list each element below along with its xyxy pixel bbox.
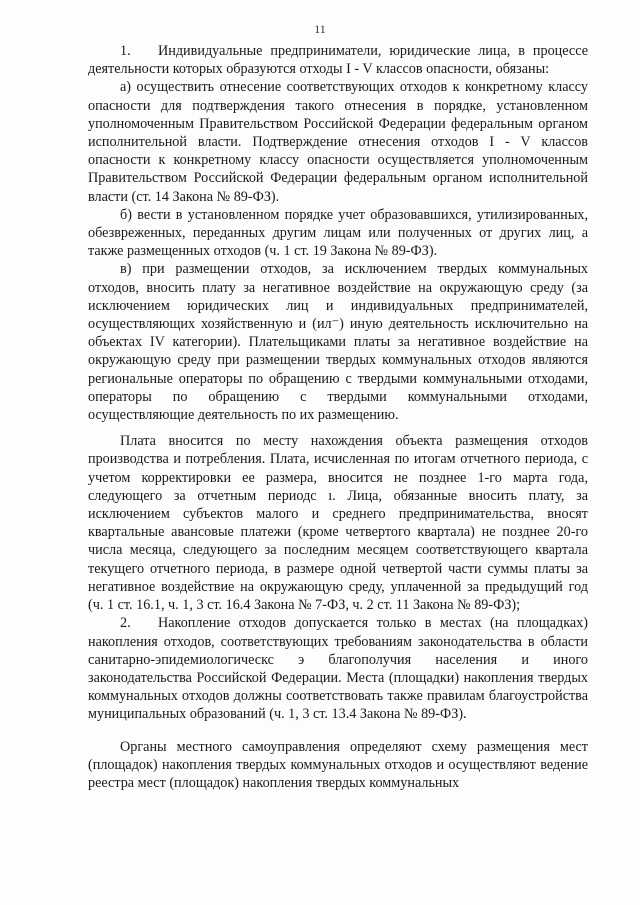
- paragraph-number: 2.: [120, 615, 131, 632]
- paragraph-local-authorities: [88, 738, 588, 793]
- paragraph-1: [88, 42, 588, 78]
- paragraph-text: Органы местного самоуправления определяют схему размещения мест (площадок) накопления твердых коммунальных отходов и осуществляют ведение реестра мест (площадок) накопления твердых коммунальных: [88, 738, 588, 791]
- paragraph-1c: [88, 260, 588, 424]
- paragraph-text: Индивидуальные предприниматели, юридические лица, в процессе деятельности которых образуются отходы I - V классов опасности, обязаны:: [88, 43, 588, 78]
- paragraph-text: а) осуществить отнесение соответствующих отходов к конкретному классу опасности для подтверждения такого отнесения в порядке, установленном уполномоченным Правительством Российской Федерации федеральным органом исполнительной власти. Подтверждение отнесения отходов I - V классов опасности к конкретному классу опасности осуществляется уполномоченным Правительством Российской Федерации федеральным органом исполнительной власти (ст. 14 Закона № 89-ФЗ).: [88, 79, 588, 205]
- page-number: 11: [314, 22, 326, 36]
- paragraph-1a: [88, 78, 588, 205]
- paragraph-1b: [88, 206, 588, 261]
- paragraph-2: [88, 614, 588, 723]
- document-body: [88, 42, 588, 792]
- paragraph-text: б) вести в установленном порядке учет образовавшихся, утилизированных, обезвреженных, переданных другим лицам или полученных от других лиц, а также размещенных отходов (ч. 1 ст. 19 Закона № 89-ФЗ).: [88, 206, 588, 260]
- paragraph-number: 1.: [120, 43, 131, 59]
- paragraph-text: Плата вносится по месту нахождения объекта размещения отходов производства и потребления. Плата, исчисленная по итогам отчетного периода, с учетом корректировки ее размера, вносится не позднее 1-го марта года, следующего за отчетным периодс ı. Лица, обязанные вносить плату, за исключением субъектов малого и среднего предпринимательства, вносят квартальные авансовые платежи (кроме четвертого квартала) не позднее 20-го числа месяца, следующего за последним месяцем соответствующего квартала текущего отчетного периода, в размере одной четвертой части суммы платы за негативное воздействие на окружающую среду, уплаченной за предыдущий год (ч. 1 ст. 16.1, ч. 1, 3 ст. 16.4 Закона № 7-ФЗ, ч. 2 ст. 11 Закона № 89-ФЗ);: [88, 433, 588, 614]
- paragraph-text: в) при размещении отходов, за исключением твердых коммунальных отходов, вносить плату за негативное воздействие на окружающую среду (за исключением юридических лиц и индивидуальных предпринимателей, осуществляющих хозяйственную и (ил⁻) иную деятельность исключительно на объектах IV категории). Плательщиками платы за негативное воздействие на окружающую среду при размещении твердых коммунальных отходов являются региональные операторы по обращению с твердыми коммунальными отходами, операторы по обращению с твердыми коммунальными отходами, осуществляющие деятельность по их размещению.: [88, 261, 588, 424]
- paragraph-fee: [88, 432, 588, 614]
- paragraph-text: Накопление отходов допускается только в местах (на площадках) накопления отходов, соответствующих требованиям законодательства в области санитарно-эпидемиологическс э благополучия населения и иного законодательства Российской Федерации. Места (площадки) накопления твердых коммунальных отходов должны соответствовать также правилам благоустройства муниципальных образований (ч. 1, 3 ст. 13.4 Закона № 89-ФЗ).: [88, 615, 588, 723]
